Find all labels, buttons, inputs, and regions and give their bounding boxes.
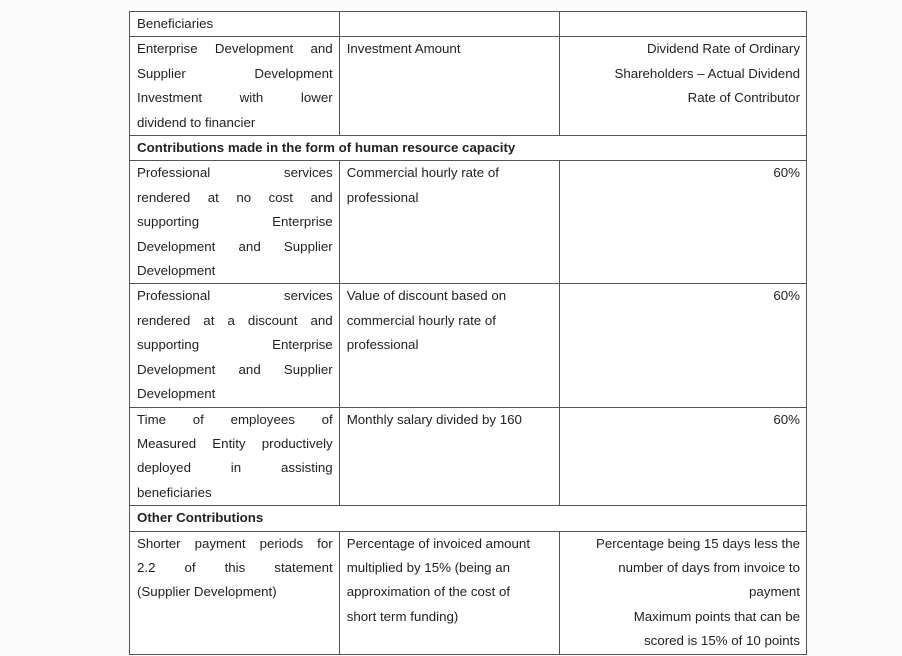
calculation-cell bbox=[339, 407, 560, 506]
cell-line: Investment Amount bbox=[346, 41, 461, 57]
cell-line: Value of discount based on bbox=[346, 288, 507, 304]
cell-line: 2.2 of this statement bbox=[137, 559, 333, 575]
cell-line: professional bbox=[346, 189, 419, 205]
item-cell bbox=[130, 37, 340, 136]
section-heading: Other Contributions bbox=[130, 506, 807, 531]
cell-line: Shareholders – Actual Dividend bbox=[614, 65, 800, 81]
cell-line: Professional services bbox=[137, 288, 333, 304]
cell-line: professional bbox=[346, 337, 419, 353]
cell-line: Shorter payment periods for bbox=[137, 535, 333, 551]
cell-line: Monthly salary divided by 160 bbox=[346, 411, 522, 427]
empty-cell-spacer bbox=[567, 12, 800, 36]
cell-line: Development bbox=[137, 263, 216, 279]
item-cell bbox=[130, 12, 340, 37]
table-row bbox=[130, 12, 807, 37]
cell-line: rendered at a discount and bbox=[137, 312, 333, 328]
cell-line: short term funding) bbox=[346, 608, 459, 624]
cell-line: dividend to financier bbox=[137, 114, 256, 130]
calculation-cell bbox=[339, 12, 560, 37]
cell-line: Professional services bbox=[137, 165, 333, 181]
item-cell bbox=[130, 284, 340, 407]
cell-line: payment bbox=[749, 584, 800, 600]
cell-line: 60% bbox=[773, 165, 800, 181]
cell-line: Dividend Rate of Ordinary bbox=[647, 41, 800, 57]
recognition-cell bbox=[560, 284, 807, 407]
cell-line: Time of employees of bbox=[137, 411, 333, 427]
cell-line: Development and Supplier bbox=[137, 238, 333, 254]
cell-line: beneficiaries bbox=[137, 484, 212, 500]
section-heading: Contributions made in the form of human resource capacity bbox=[130, 136, 807, 161]
cell-line: Percentage being 15 days less the bbox=[595, 535, 800, 551]
cell-line: Investment with lower bbox=[137, 90, 333, 106]
cell-line: Commercial hourly rate of bbox=[346, 165, 499, 181]
cell-line: Development and Supplier bbox=[137, 361, 333, 377]
empty-cell-spacer bbox=[347, 12, 554, 36]
cell-line: (Supplier Development) bbox=[137, 584, 277, 600]
cell-line: Enterprise Development and bbox=[137, 41, 333, 57]
item-cell bbox=[130, 161, 340, 284]
table-row bbox=[130, 161, 807, 284]
table-row bbox=[130, 37, 807, 136]
recognition-cell bbox=[560, 37, 807, 136]
calculation-cell bbox=[339, 161, 560, 284]
cell-line: approximation of the cost of bbox=[346, 584, 511, 600]
cell-line: deployed in assisting bbox=[137, 460, 333, 476]
table-body bbox=[130, 12, 807, 655]
section-heading-row bbox=[130, 506, 807, 531]
cell-line: Percentage of invoiced amount bbox=[346, 535, 531, 551]
cell-line: commercial hourly rate of bbox=[346, 312, 496, 328]
recognition-cell bbox=[560, 531, 807, 654]
item-cell bbox=[130, 407, 340, 506]
cell-line: Maximum points that can be bbox=[633, 608, 800, 624]
cell-line: 60% bbox=[773, 288, 800, 304]
cell-line: supporting Enterprise bbox=[137, 214, 333, 230]
table-row bbox=[130, 407, 807, 506]
cell-line: Rate of Contributor bbox=[687, 90, 800, 106]
cell-line: multiplied by 15% (being an bbox=[346, 559, 511, 575]
recognition-cell bbox=[560, 161, 807, 284]
cell-line: Measured Entity productively bbox=[137, 435, 333, 451]
cell-line: number of days from invoice to bbox=[618, 559, 800, 575]
calculation-cell bbox=[339, 284, 560, 407]
cell-line: Beneficiaries bbox=[137, 16, 214, 31]
contributions-table bbox=[129, 11, 807, 655]
cell-line: rendered at no cost and bbox=[137, 189, 333, 205]
table-row bbox=[130, 284, 807, 407]
cell-line: Supplier Development bbox=[137, 65, 333, 81]
cell-line: supporting Enterprise bbox=[137, 337, 333, 353]
item-cell bbox=[130, 531, 340, 654]
calculation-cell bbox=[339, 37, 560, 136]
cell-line: Development bbox=[137, 386, 216, 402]
cell-line: scored is 15% of 10 points bbox=[644, 633, 800, 649]
calculation-cell bbox=[339, 531, 560, 654]
table-row bbox=[130, 531, 807, 654]
cell-line: 60% bbox=[773, 411, 800, 427]
recognition-cell bbox=[560, 12, 807, 37]
section-heading-row bbox=[130, 136, 807, 161]
recognition-cell bbox=[560, 407, 807, 506]
